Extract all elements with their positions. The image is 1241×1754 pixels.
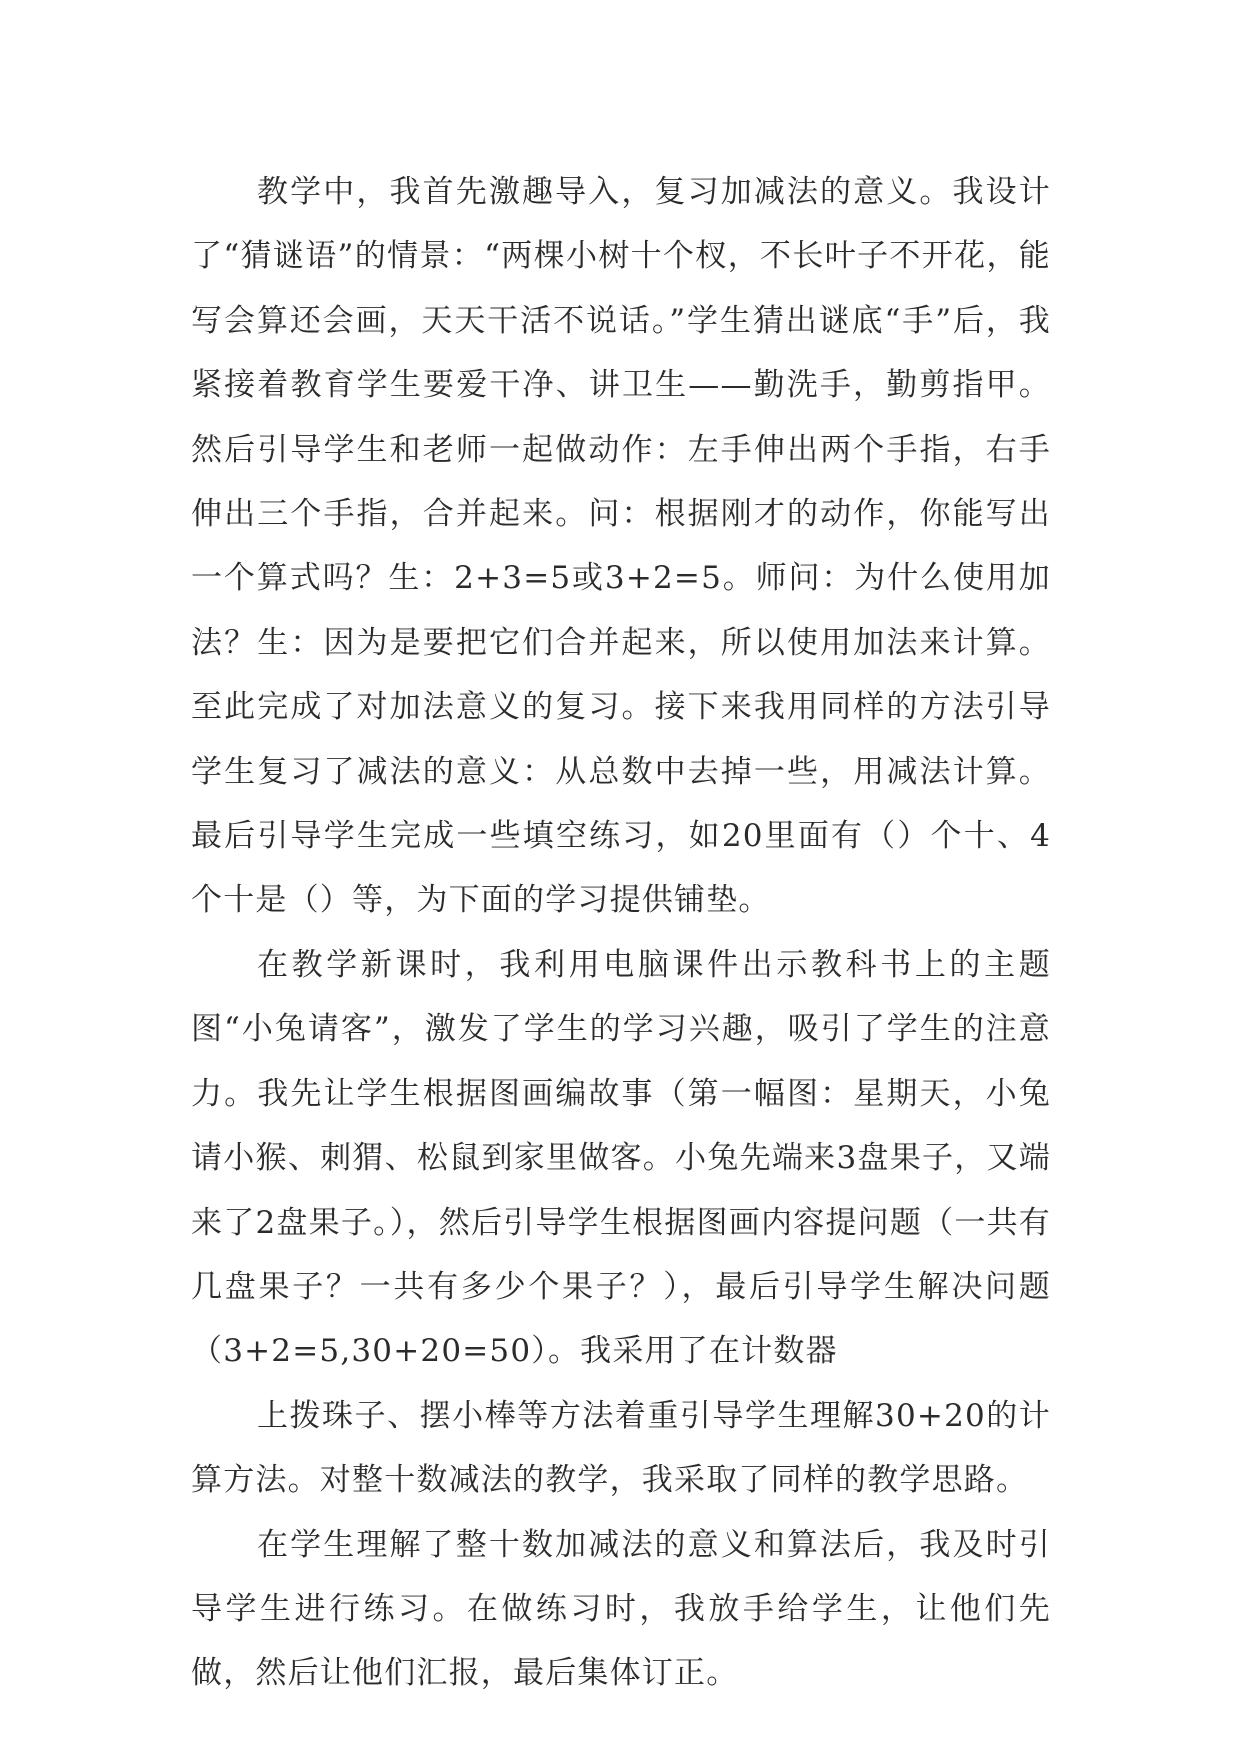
paragraph-counting-method: 上拨珠子、摆小棒等方法着重引导学生理解30+20的计算方法。对整十数减法的教学，我采取了同样的教学思路。 — [191, 1397, 1051, 1499]
paragraph-intro-review: 教学中，我首先激趣导入，复习加减法的意义。我设计了“猜谜语”的情景：“两棵小树十个杈，不长叶子不开花，能写会算还会画，天天干活不说话。”学生猜出谜底“手”后，我紧接着教育学生要爱干净、讲卫生——勤洗手，勤剪指甲。然后引导学生和老师一起做动作：左手伸出两个手指，右手伸出三个手指，合并起来。问：根据刚才的动作，你能写出一个算式吗？生：2+3=5或3+2=5。师问：为什么使用加法？生：因为是要把它们合并起来，所以使用加法来计算。至此完成了对加法意义的复习。接下来我用同样的方法引导学生复习了减法的意义：从总数中去掉一些，用减法计算。最后引导学生完成一些填空练习，如20里面有（）个十、4个十是（）等，为下面的学习提供铺垫。 — [191, 174, 1051, 919]
paragraph-practice: 在学生理解了整十数加减法的意义和算法后，我及时引导学生进行练习。在做练习时，我放手给学生，让他们先做，然后让他们汇报，最后集体订正。 — [191, 1526, 1051, 1692]
document-body — [191, 160, 1051, 1706]
paragraph-new-lesson: 在教学新课时，我利用电脑课件出示教科书上的主题图“小兔请客”，激发了学生的学习兴趣，吸引了学生的注意力。我先让学生根据图画编故事（第一幅图：星期天，小兔请小猴、刺猬、松鼠到家里做客。小兔先端来3盘果子，又端来了2盘果子。），然后引导学生根据图画内容提问题（一共有几盘果子？一共有多少个果子？），最后引导学生解决问题（3+2=5,30+20=50）。我采用了在计数器 — [191, 946, 1051, 1370]
